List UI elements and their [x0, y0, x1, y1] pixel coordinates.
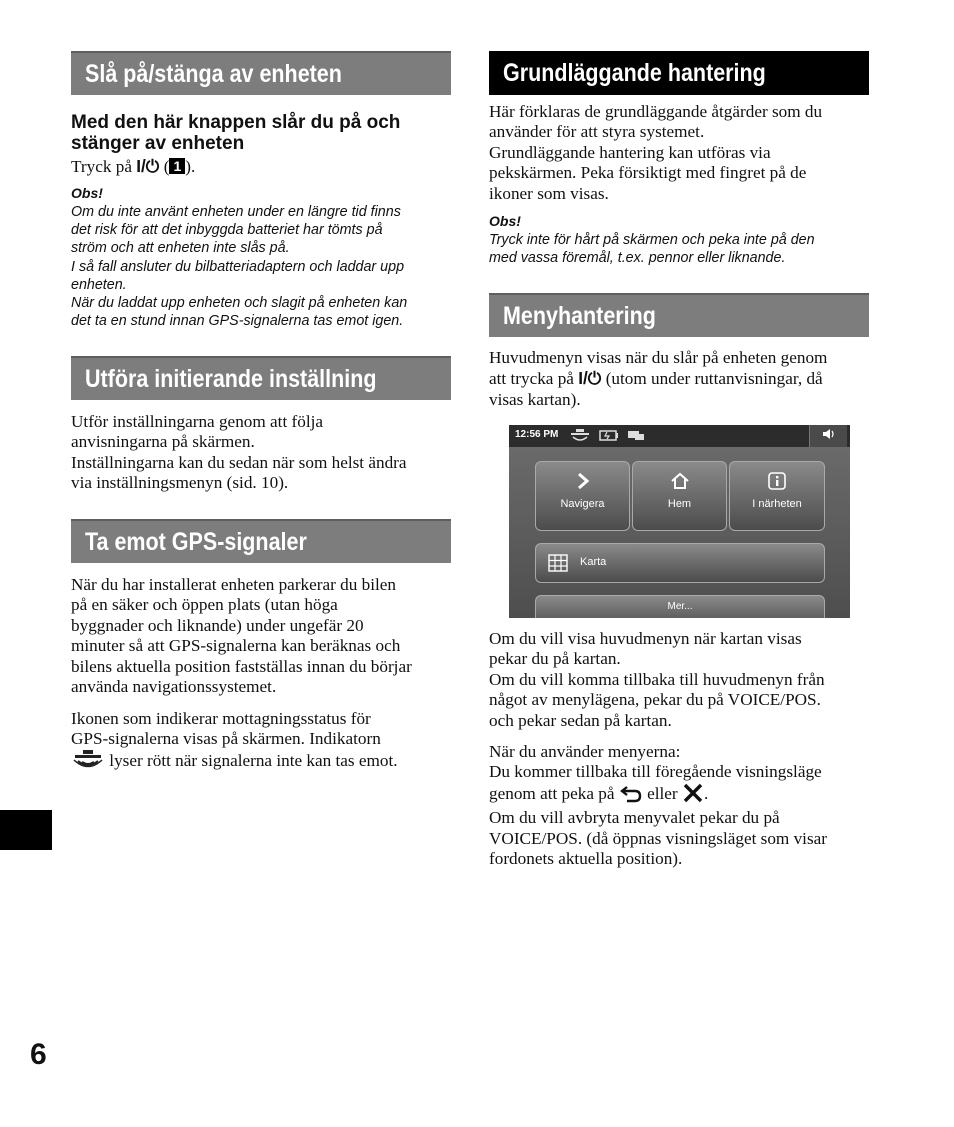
note-line: I så fall ansluter du bilbatteriadaptern och laddar upp — [71, 258, 405, 275]
gps-paragraph-2 — [71, 709, 456, 775]
text-line: Grundläggande hantering kan utföras via — [489, 142, 771, 162]
text-line: något av menylägena, pekar du på VOICE/POS. — [489, 690, 821, 710]
text-line — [489, 783, 879, 808]
text-line — [71, 750, 456, 775]
text-line: fordonets aktuella position). — [489, 849, 683, 869]
text-line: och pekar sedan på kartan. — [489, 710, 672, 730]
text-fragment: (utom under ruttanvisningar, då — [601, 369, 823, 389]
section-header-power — [71, 51, 451, 95]
menu-area — [509, 447, 850, 618]
text-line: Du kommer tillbaka till föregående visningsläge — [489, 762, 822, 782]
gps-signal-icon — [71, 750, 105, 775]
gps-paragraph-1 — [71, 575, 456, 697]
menu-intro-text — [489, 348, 879, 410]
power-icon: I/⏻ — [578, 368, 602, 389]
section-title: Ta emot GPS-signaler — [85, 527, 307, 556]
speaker-icon — [822, 428, 836, 440]
section-header-gps — [71, 519, 451, 563]
tile-hem[interactable] — [632, 461, 727, 531]
text-line: VOICE/POS. (då öppnas visningsläget som visar — [489, 828, 828, 848]
text-line — [489, 368, 879, 389]
tile-label: I närheten — [752, 498, 802, 510]
subheading-power-button: Med den här knappen slår du på och stänger av enheten — [71, 112, 401, 154]
clock: 12:56 PM — [515, 429, 559, 440]
tile-label: Hem — [667, 498, 692, 510]
text-line: När du har installerat enheten parkerar du bilen — [71, 575, 396, 594]
note-line: ström och att enheten inte slås på. — [71, 240, 290, 257]
section-header-basic-operation — [489, 51, 869, 95]
note-line: Tryck inte för hårt på skärmen och peka inte på den — [489, 232, 815, 248]
power-instruction — [71, 156, 456, 177]
page-number: 6 — [30, 1038, 47, 1071]
text-fragment: eller — [642, 783, 682, 803]
tile-i-narheten[interactable] — [729, 461, 825, 531]
text-line: Utför inställningarna genom att följa — [71, 412, 324, 431]
text-fragment: att trycka på — [489, 369, 579, 389]
note-line: enheten. — [71, 276, 127, 293]
gps-status-icon — [569, 429, 591, 446]
text-line: pekar du på kartan. — [489, 649, 621, 669]
text-line: minuter så att GPS-signalerna kan beräknas och — [71, 636, 401, 656]
text-line: Här förklaras de grundläggande åtgärder som du — [489, 102, 823, 121]
note-text — [71, 203, 461, 330]
text-line: Huvudmenyn visas när du slår på enheten genom — [489, 348, 828, 367]
power-icon: I/⏻ — [136, 156, 160, 176]
basic-operation-text — [489, 102, 879, 204]
tile-label: Navigera — [560, 498, 605, 510]
back-arrow-icon — [619, 785, 643, 808]
instruction-text: Tryck på — [71, 157, 137, 176]
info-icon — [730, 472, 824, 494]
section-header-menu — [489, 293, 869, 337]
text-line: visas kartan). — [489, 389, 581, 409]
section-title: Slå på/stänga av enheten — [85, 59, 342, 88]
instruction-text: ). — [185, 157, 196, 176]
note-line: det ta en stund innan GPS-signalerna tas emot igen. — [71, 313, 404, 330]
note-line: med vassa föremål, t.ex. pennor eller liknande. — [489, 250, 786, 267]
note-line: När du laddat upp enheten och slagit på enheten kan — [71, 295, 408, 312]
text-line: Ikonen som indikerar mottagningsstatus för — [71, 709, 371, 728]
home-icon — [633, 472, 726, 494]
section-title: Menyhantering — [503, 301, 656, 330]
callout-number: 1 — [169, 158, 185, 174]
text-line: Om du vill komma tillbaka till huvudmenyn från — [489, 669, 825, 689]
text-line: anvisningarna på skärmen. — [71, 432, 255, 452]
tile-karta[interactable] — [535, 543, 825, 583]
text-line: Om du vill avbryta menyvalet pekar du på — [489, 808, 780, 828]
note-label: Obs! — [71, 185, 103, 201]
tile-navigera[interactable] — [535, 461, 630, 531]
initial-setup-text — [71, 412, 456, 494]
note-text — [489, 231, 879, 267]
text-line: pekskärmen. Peka försiktigt med fingret på de — [489, 163, 807, 183]
text-line: Inställningarna kan du sedan när som helst ändra — [71, 452, 407, 472]
battery-icon — [599, 429, 619, 444]
note-label: Obs! — [489, 213, 521, 229]
chevron-right-icon — [536, 472, 629, 494]
text-line: När du använder menyerna: — [489, 742, 681, 761]
menu-paragraph-3 — [489, 742, 879, 869]
chapter-tab — [0, 810, 52, 850]
section-title: Grundläggande hantering — [503, 58, 766, 87]
text-line: Om du vill visa huvudmenyn när kartan visas — [489, 629, 802, 648]
instruction-text: ( — [159, 157, 170, 176]
text-line: använder för att styra systemet. — [489, 122, 705, 142]
tile-label: Karta — [580, 556, 607, 568]
text-line: via inställningsmenyn (sid. 10). — [71, 473, 289, 493]
note-line: Om du inte använt enheten under en längre tid finns — [71, 204, 401, 220]
section-header-initial-setup — [71, 356, 451, 400]
text-line: ikoner som visas. — [489, 183, 609, 203]
text-line-end: lyser rött när signalerna inte kan tas emot. — [105, 750, 398, 770]
grid-icon — [548, 554, 568, 575]
text-line: bilens aktuella position fastställas innan du börjar — [71, 656, 412, 676]
text-line: använda navigationssystemet. — [71, 677, 277, 697]
volume-button[interactable] — [809, 425, 847, 447]
main-menu-screenshot — [509, 425, 850, 618]
close-icon — [682, 783, 704, 808]
text-fragment: . — [703, 783, 709, 803]
tile-mer[interactable] — [535, 595, 825, 618]
tile-label: Mer... — [667, 601, 693, 612]
traffic-icon — [627, 429, 645, 444]
menu-paragraph-2 — [489, 629, 879, 731]
text-line: GPS-signalerna visas på skärmen. Indikatorn — [71, 729, 381, 749]
text-line: byggnader och liknande) under ungefär 20 — [71, 615, 364, 635]
note-line: det risk för att det inbyggda batteriet har tömts på — [71, 222, 383, 239]
text-fragment: genom att peka på — [489, 783, 619, 803]
section-title: Utföra initierande inställning — [85, 364, 377, 393]
status-bar — [509, 425, 850, 447]
text-line: på en säker och öppen plats (utan höga — [71, 595, 338, 615]
